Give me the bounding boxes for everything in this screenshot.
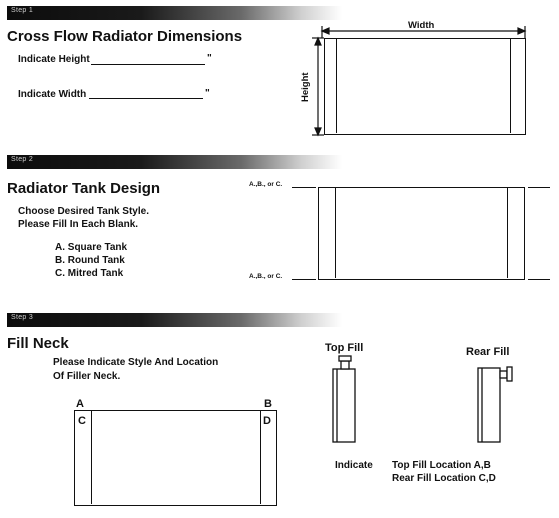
width-inch-mark: " (205, 88, 210, 99)
corner-a-label: A (76, 398, 84, 410)
section-title-fill-neck: Fill Neck (7, 335, 69, 352)
corner-d-label: D (263, 415, 271, 427)
top-fill-location-text: Top Fill Location A,B (392, 460, 491, 471)
rear-fill-tank-icon (478, 367, 512, 442)
bottom-tank-blank-label: A.,B., or C. (249, 273, 283, 280)
indicate-width-label: Indicate Width (18, 89, 87, 100)
tank-instruction-2: Please Fill In Each Blank. (18, 219, 139, 230)
step-2-label: Step 2 (11, 156, 34, 163)
corner-c-label: C (78, 415, 86, 427)
fill-neck-instruction-1: Please Indicate Style And Location (53, 357, 219, 368)
height-inch-mark: " (207, 53, 212, 64)
rear-fill-location-text: Rear Fill Location C,D (392, 473, 496, 484)
step-3-label: Step 3 (11, 314, 34, 321)
indicate-height-label: Indicate Height (18, 54, 90, 65)
tank-option-a: A. Square Tank (55, 242, 128, 253)
top-fill-label: Top Fill (325, 342, 364, 354)
diagram-height-label: Height (300, 72, 311, 102)
corner-b-label: B (264, 398, 272, 410)
section-title-tank-design: Radiator Tank Design (7, 180, 161, 197)
tank-option-b: B. Round Tank (55, 255, 125, 266)
top-fill-tank-icon (333, 356, 355, 442)
tank-instruction-1: Choose Desired Tank Style. (18, 206, 149, 217)
rear-fill-label: Rear Fill (466, 346, 510, 358)
tank-option-c: C. Mitred Tank (55, 268, 124, 279)
top-tank-blank-label: A.,B., or C. (249, 181, 283, 188)
indicate-label: Indicate (335, 460, 373, 471)
step-1-label: Step 1 (11, 7, 34, 14)
fill-neck-instruction-2: Of Filler Neck. (53, 371, 121, 382)
section-title-dimensions: Cross Flow Radiator Dimensions (7, 28, 243, 45)
diagram-width-label: Width (408, 20, 435, 31)
